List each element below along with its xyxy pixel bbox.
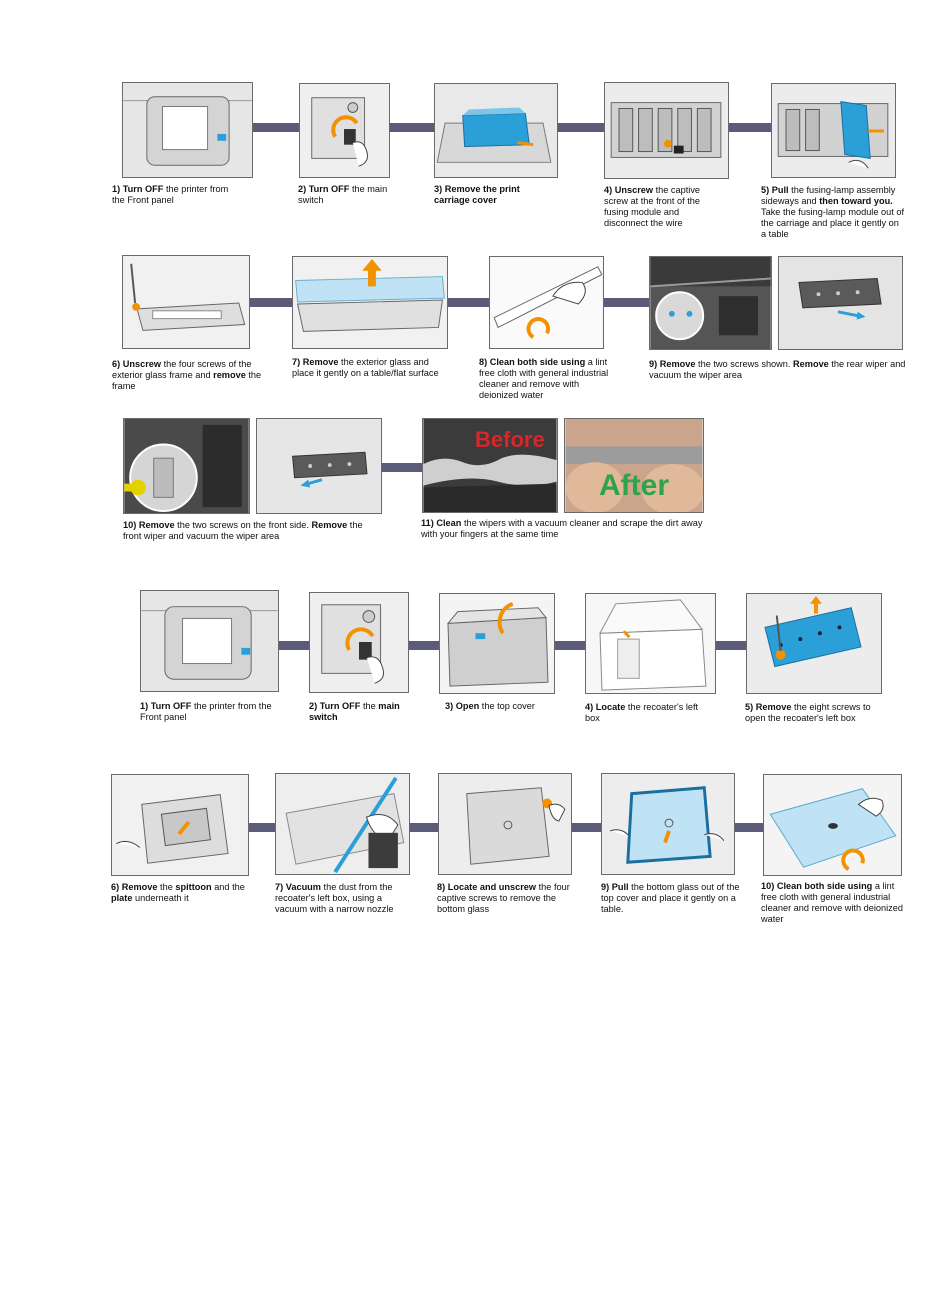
exterior-glass-illustration: [293, 257, 447, 348]
connector-bar: [279, 641, 309, 650]
step-image-clean-bottom-glass: [763, 774, 902, 876]
step-image-exterior-glass: [292, 256, 448, 349]
step-caption: 4) Unscrew the captive screw at the front of the fusing module and disconnect the wire: [604, 185, 701, 228]
step-caption: 1) Turn OFF the printer from the Front panel: [112, 184, 229, 205]
main-switch-illustration: [310, 593, 408, 692]
spittoon-illustration: [112, 775, 248, 875]
step-image-vacuum: [275, 773, 410, 875]
bottom-glass-illustration: [602, 774, 734, 874]
step-caption: 11) Clean the wipers with a vacuum cleaner and scrape the dirt away with your fingers at the same time: [421, 518, 703, 539]
step-image-fusing-lamp-pull: [771, 83, 896, 178]
step-caption: 6) Unscrew the four screws of the exterior glass frame and remove the frame: [112, 359, 262, 391]
step-caption: 8) Clean both side using a lint free cloth with general industrial cleaner and remove with deionized water: [479, 357, 609, 400]
step-image-front-wiper-b: [256, 418, 382, 514]
photo-before: [422, 418, 558, 513]
connector-bar: [409, 641, 439, 650]
step-image-bottom-glass: [601, 773, 735, 875]
connector-bar: [390, 123, 434, 132]
fusing-lamp-illustration: [772, 84, 895, 177]
step-caption: 2) Turn OFF the main switch: [309, 701, 400, 722]
connector-bar: [410, 823, 438, 832]
step-caption: 9) Remove the two screws shown. Remove the rear wiper and vacuum the wiper area: [649, 359, 906, 380]
connector-bar: [716, 641, 746, 650]
connector-bar: [382, 463, 422, 472]
step-caption: 10) Remove the two screws on the front side. Remove the front wiper and vacuum the wiper area: [123, 520, 363, 541]
step-image-rear-wiper-a: [649, 256, 772, 350]
step-image-front-panel: [140, 590, 279, 692]
step-caption: 1) Turn OFF the printer from the Front panel: [140, 701, 272, 722]
step-caption: 6) Remove the spittoon and the plate underneath it: [111, 882, 245, 903]
connector-bar: [735, 823, 763, 832]
connector-bar: [572, 823, 601, 832]
step-image-rear-wiper-b: [778, 256, 903, 350]
connector-bar: [250, 298, 292, 307]
step-image-main-switch: [299, 83, 390, 178]
front-panel-illustration: [141, 591, 278, 691]
connector-bar: [604, 298, 649, 307]
step-caption: 2) Turn OFF the main switch: [298, 184, 388, 205]
connector-bar: [249, 823, 275, 832]
rear-wiper-illustration: [650, 257, 771, 349]
vacuum-illustration: [276, 774, 409, 874]
front-wiper-remove-illustration: [257, 419, 381, 513]
carriage-cover-illustration: [435, 84, 557, 177]
glass-frame-illustration: [123, 256, 249, 348]
fusing-module-illustration: [605, 83, 728, 178]
step-caption: 3) Open the top cover: [445, 701, 535, 711]
connector-bar: [448, 298, 489, 307]
step-image-glass-frame: [122, 255, 250, 349]
clean-glass-illustration: [490, 257, 603, 348]
captive-screws-illustration: [439, 774, 571, 874]
step-caption: 4) Locate the recoater's left box: [585, 702, 699, 723]
step-image-fusing-screw: [604, 82, 729, 179]
connector-bar: [558, 123, 604, 132]
step-caption: 5) Remove the eight screws to open the recoater's left box: [745, 702, 871, 723]
step-image-recoater-box: [585, 593, 716, 694]
top-cover-illustration: [440, 594, 554, 693]
step-image-front-wiper-a: [123, 418, 250, 514]
clean-bottom-glass-illustration: [764, 775, 901, 875]
step-caption: 8) Locate and unscrew the four captive screws to remove the bottom glass: [437, 882, 570, 914]
front-panel-illustration: [123, 83, 252, 177]
step-image-clean-glass: [489, 256, 604, 349]
step-image-main-switch: [309, 592, 409, 693]
main-switch-illustration: [300, 84, 389, 177]
step-caption: 5) Pull the fusing-lamp assembly sideways and then toward you. Take the fusing-lamp module out of the carriage and place it gently on a table: [761, 185, 904, 239]
recoater-illustration: [586, 594, 715, 693]
connector-bar: [729, 123, 771, 132]
step-image-eight-screws: [746, 593, 882, 694]
step-caption: 7) Vacuum the dust from the recoater's left box, using a vacuum with a narrow nozzle: [275, 882, 394, 914]
after-label: After: [599, 469, 670, 502]
photo-after: [564, 418, 704, 513]
step-caption: 10) Clean both side using a lint free cloth with general industrial cleaner and remove with deionized water: [761, 881, 903, 924]
step-image-spittoon: [111, 774, 249, 876]
connector-bar: [253, 123, 299, 132]
step-caption: 9) Pull the bottom glass out of the top cover and place it gently on a table.: [601, 882, 740, 914]
step-caption: 3) Remove the print carriage cover: [434, 184, 520, 205]
step-image-front-panel: [122, 82, 253, 178]
step-caption: 7) Remove the exterior glass and place it gently on a table/flat surface: [292, 357, 439, 378]
rear-wiper-remove-illustration: [779, 257, 902, 349]
front-wiper-illustration: [124, 419, 249, 513]
step-image-carriage-cover: [434, 83, 558, 178]
eight-screws-illustration: [747, 594, 881, 693]
before-label: Before: [475, 427, 545, 452]
step-image-captive-screws: [438, 773, 572, 875]
step-image-top-cover: [439, 593, 555, 694]
connector-bar: [555, 641, 585, 650]
